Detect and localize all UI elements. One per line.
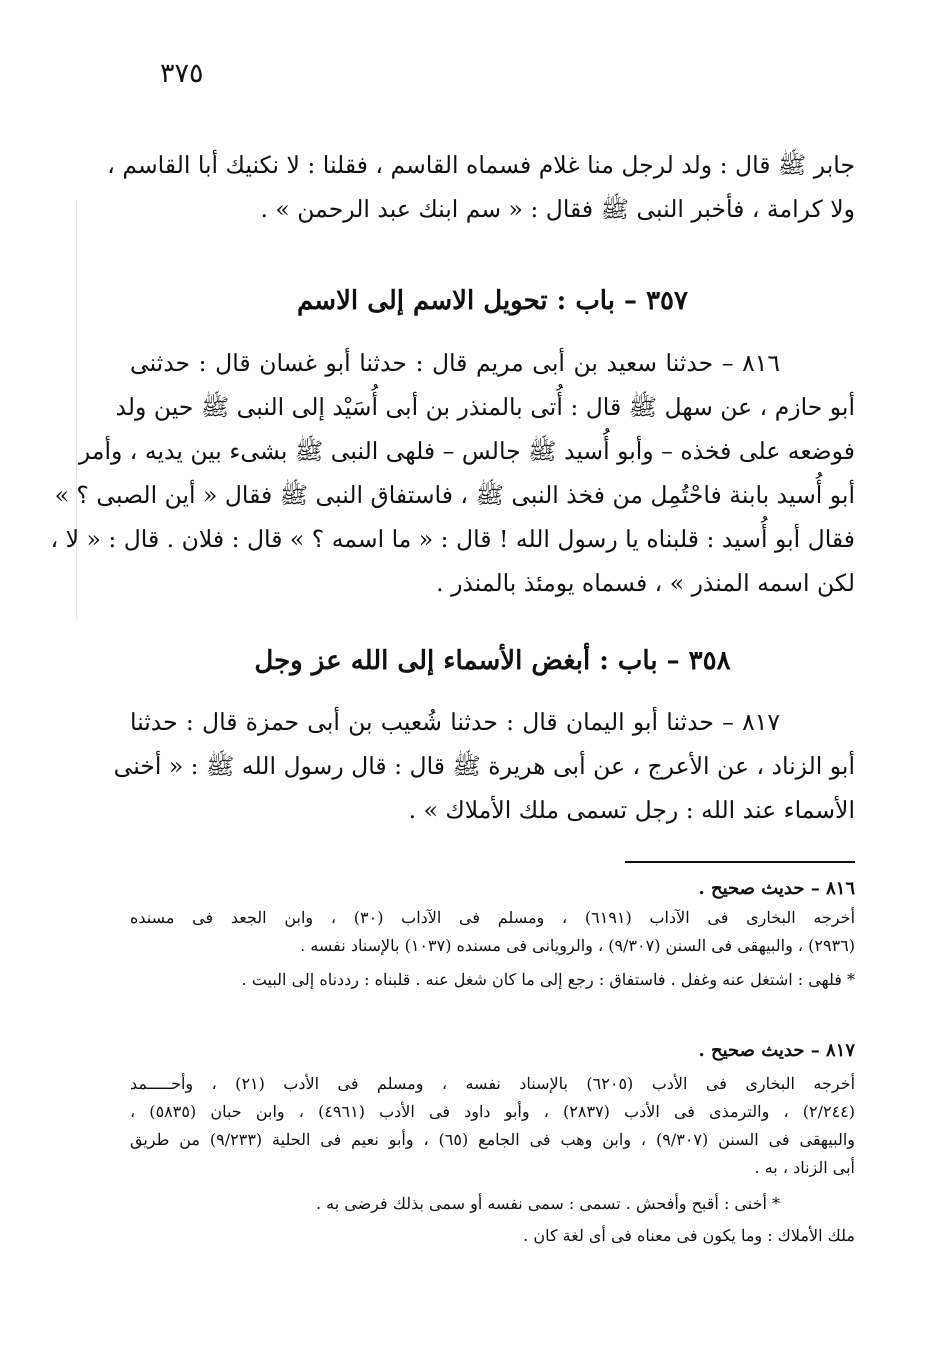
text-line: لكن اسمه المنذر » ، فسماه يومئذ بالمنذر . [436, 569, 855, 597]
text-line: فقال أبو أُسيد : قلبناه يا رسول الله ! قال : « ما اسمه ؟ » قال : فلان . قال : « لا ، [50, 525, 855, 553]
text-line: ٨١٦ – حدثنا سعيد بن أبى مريم قال : حدثنا أبو غسان قال : حدثنى [130, 349, 780, 377]
text-line: أبو أُسيد بابنة فاحْتُمِل من فخذ النبى ﷺ ، فاستفاق النبى ﷺ فقال « أين الصبى ؟ » [54, 481, 855, 509]
text-line: فوضعه على فخذه – وأبو أُسيد ﷺ جالس – فلهى النبى ﷺ بشىء بين يديه ، وأمر [78, 437, 855, 465]
text-line: ولا كرامة ، فأخبر النبى ﷺ فقال : « سم ابنك عبد الرحمن » . [260, 195, 855, 223]
footnote-heading: ٨١٦ – حديث صحيح . [698, 878, 855, 899]
footnote-816 [130, 874, 855, 994]
hadith-816-text [50, 341, 855, 605]
footnote-gloss: * أخنى : أقبح وأفحش . تسمى : سمى نفسه أو سمى بذلك فرضى به . [315, 1194, 780, 1213]
footnote-817 [130, 1036, 855, 1250]
text-line: أبو حازم ، عن سهل ﷺ قال : أُتى بالمنذر بن أبى أُسَيْد إلى النبى ﷺ حين ولد [115, 393, 855, 421]
page-number: ٣٧٥ [160, 58, 204, 89]
footnote-line: (٢٩٣٦) ، والبيهقى فى السنن (٩/٣٠٧) ، والرويانى فى مسنده (١٠٣٧) بالإسناد نفسه . [300, 936, 855, 955]
footnote-separator [625, 861, 855, 863]
footnote-line: أبى الزناد ، به . [754, 1158, 855, 1177]
text-line: الأسماء عند الله : رجل تسمى ملك الأملاك » . [408, 796, 855, 824]
footnote-line: والبيهقى فى السنن (٩/٣٠٧) ، وابن وهب فى الجامع (٦٥) ، وأبو نعيم فى الحلية (٩/٢٣٣) من طريق [130, 1130, 856, 1149]
chapter-heading-358: ٣٥٨ – باب : أبغض الأسماء إلى الله عز وجل [254, 646, 731, 676]
continuation-paragraph [107, 143, 855, 231]
hadith-817-text [113, 700, 855, 832]
text-line: جابر ﷺ قال : ولد لرجل منا غلام فسماه القاسم ، فقلنا : لا نكنيك أبا القاسم ، [107, 151, 855, 179]
footnote-line: (٢/٢٤٤) ، والترمذى فى الأدب (٢٨٣٧) ، وأبو داود فى الأدب (٤٩٦١) ، وابن حبان (٥٨٣٥) ، [130, 1102, 856, 1121]
text-line: أبو الزناد ، عن الأعرج ، عن أبى هريرة ﷺ قال : قال رسول الله ﷺ : « أخنى [113, 752, 855, 780]
footnote-gloss: * فلهى : اشتغل عنه وغفل . فاستفاق : رجع إلى ما كان شغل عنه . قلبناه : رددناه إلى البيت . [241, 970, 855, 989]
footnote-line: أخرجه البخارى فى الآداب (٦١٩١) ، ومسلم فى الآداب (٣٠) ، وابن الجعد فى مسنده [130, 908, 856, 927]
footnote-heading: ٨١٧ – حديث صحيح . [698, 1040, 855, 1061]
footnote-gloss: ملك الأملاك : وما يكون فى معناه فى أى لغة كان . [523, 1226, 855, 1245]
text-line: ٨١٧ – حدثنا أبو اليمان قال : حدثنا شُعيب بن أبى حمزة قال : حدثنا [130, 708, 780, 736]
chapter-heading-357: ٣٥٧ – باب : تحويل الاسم إلى الاسم [297, 286, 688, 316]
footnote-line: أخرجه البخارى فى الأدب (٦٢٠٥) بالإسناد نفسه ، ومسلم فى الأدب (٢١) ، وأحـــــمد [130, 1074, 856, 1093]
